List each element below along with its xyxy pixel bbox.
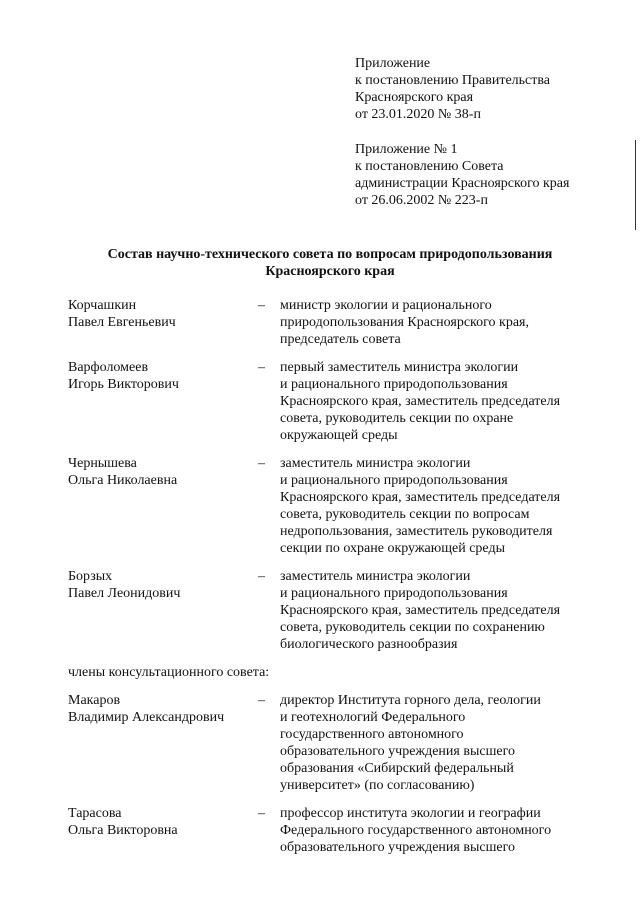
member-row: [68, 692, 608, 794]
member-name: [68, 359, 258, 393]
member-role-line: окружающей среды: [280, 428, 398, 443]
member-role-line: образовательного учреждения высшего: [280, 840, 515, 855]
member-dash: –: [258, 806, 265, 821]
header-line: от 23.01.2020 № 38-п: [355, 107, 481, 122]
member-name-line: Борзых: [68, 569, 113, 584]
scan-edge-mark: [635, 140, 636, 230]
member-row: [68, 568, 608, 653]
member-role: [280, 805, 608, 856]
header-line: к постановлению Правительства: [355, 73, 551, 88]
member-name-line: Тарасова: [68, 806, 122, 821]
member-name: [68, 568, 258, 602]
member-role: [280, 455, 608, 557]
member-name-line: Владимир Александрович: [68, 710, 225, 725]
member-role-line: заместитель министра экологии: [280, 456, 471, 471]
member-role-line: совета, руководитель секции по сохранению: [280, 620, 545, 635]
member-role-line: председатель совета: [280, 332, 401, 347]
member-name-line: Павел Евгеньевич: [68, 315, 176, 330]
member-role-line: секции по охране окружающей среды: [280, 541, 505, 556]
header-line: Красноярского края: [355, 90, 474, 105]
member-name: [68, 805, 258, 839]
member-role-line: и геотехнологий Федерального: [280, 710, 466, 725]
member-name-line: Макаров: [68, 693, 121, 708]
member-name: [68, 692, 258, 726]
header-line: к постановлению Совета: [355, 159, 504, 174]
member-role-line: совета, руководитель секции по охране: [280, 411, 514, 426]
section-label: члены консультационного совета:: [68, 665, 270, 680]
member-role: [280, 359, 608, 444]
member-role-line: первый заместитель министра экологии: [280, 360, 519, 375]
member-name-line: Варфоломеев: [68, 360, 149, 375]
member-role-line: образования «Сибирский федеральный: [280, 761, 514, 776]
member-dash: –: [258, 298, 265, 313]
council-members: [68, 692, 608, 856]
member-role-line: природопользования Красноярского края,: [280, 315, 529, 330]
header-line: Приложение № 1: [355, 142, 458, 157]
member-role-line: государственного автономного: [280, 727, 464, 742]
header-line: от 26.06.2002 № 223-п: [355, 193, 488, 208]
member-role-line: директор Института горного дела, геологии: [280, 693, 541, 708]
member-row: [68, 455, 608, 557]
member-row: [68, 297, 608, 348]
member-role: [280, 568, 608, 653]
member-dash: –: [258, 693, 265, 708]
members-list: [68, 297, 608, 867]
member-name-line: Корчашкин: [68, 298, 137, 313]
member-role-line: заместитель министра экологии: [280, 569, 471, 584]
member-name: [68, 455, 258, 489]
member-role-line: Красноярского края, заместитель председателя: [280, 603, 561, 618]
member-role-line: и рационального природопользования: [280, 473, 508, 488]
member-role-line: недропользования, заместитель руководителя: [280, 524, 553, 539]
appendix-1-header: [355, 141, 615, 209]
member-name: [68, 297, 258, 331]
member-row: [68, 805, 608, 856]
member-role: [280, 297, 608, 348]
member-row: [68, 359, 608, 444]
member-role-line: и рационального природопользования: [280, 586, 508, 601]
member-role-line: биологического разнообразия: [280, 637, 458, 652]
member-role-line: Красноярского края, заместитель председателя: [280, 490, 561, 505]
title-line: Красноярского края: [265, 264, 395, 279]
member-role-line: профессор института экологии и географии: [280, 806, 541, 821]
member-role-line: университет» (по согласованию): [280, 778, 475, 793]
member-role-line: министр экологии и рационального: [280, 298, 492, 313]
leadership-members: [68, 297, 608, 653]
member-dash: –: [258, 360, 265, 375]
member-role-line: образовательного учреждения высшего: [280, 744, 515, 759]
member-name-line: Ольга Викторовна: [68, 823, 178, 838]
member-name-line: Павел Леонидович: [68, 586, 181, 601]
member-role-line: и рационального природопользования: [280, 377, 508, 392]
appendix-header: [355, 55, 615, 123]
member-role: [280, 692, 608, 794]
member-role-line: Красноярского края, заместитель председателя: [280, 394, 561, 409]
header-line: Приложение: [355, 56, 431, 71]
header-line: администрации Красноярского края: [355, 176, 570, 191]
member-name-line: Игорь Викторович: [68, 377, 179, 392]
member-role-line: совета, руководитель секции по вопросам: [280, 507, 530, 522]
member-name-line: Чернышева: [68, 456, 137, 471]
document-title: [40, 246, 620, 280]
member-dash: –: [258, 456, 265, 471]
member-dash: –: [258, 569, 265, 584]
member-name-line: Ольга Николаевна: [68, 473, 178, 488]
member-role-line: Федерального государственного автономного: [280, 823, 552, 838]
title-line: Состав научно-технического совета по вопросам природопользования: [107, 247, 553, 262]
